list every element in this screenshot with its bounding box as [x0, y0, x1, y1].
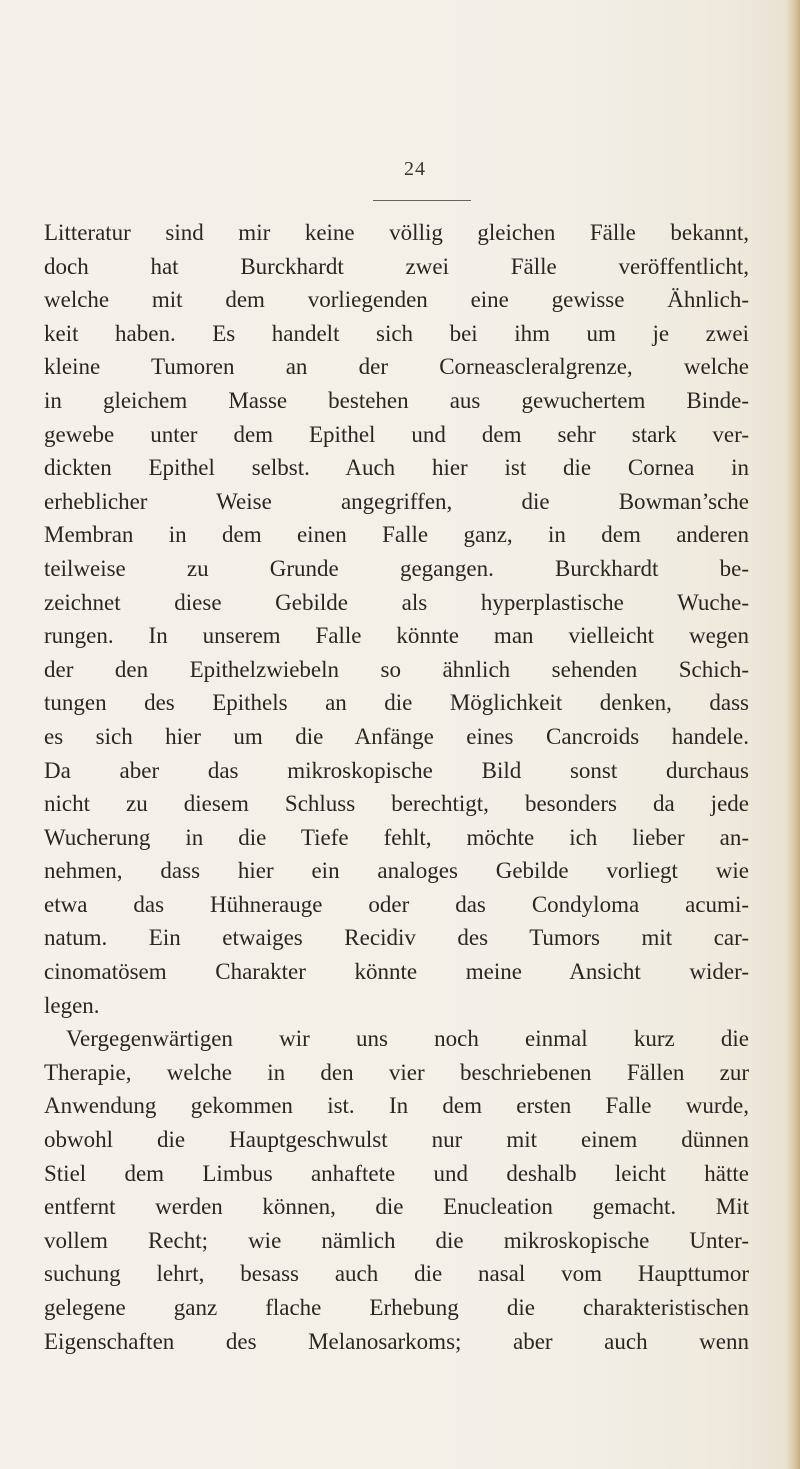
text-line: suchung lehrt, besass auch die nasal vom Haupttumor: [44, 1261, 749, 1287]
text-line: zeichnet diese Gebilde als hyperplastische Wuche-: [44, 589, 749, 615]
text-line: kleine Tumoren an der Corneascleralgrenze, welche: [44, 354, 749, 380]
body-text: [44, 216, 749, 1358]
text-line: vollem Recht; wie nämlich die mikroskopische Unter-: [44, 1227, 749, 1253]
text-line: Anwendung gekommen ist. In dem ersten Falle wurde,: [44, 1093, 749, 1119]
text-line-paragraph-start: Vergegenwärtigen wir uns noch einmal kurz die: [66, 1026, 749, 1052]
text-line: dickten Epithel selbst. Auch hier ist die Cornea in: [44, 455, 749, 481]
text-line: welche mit dem vorliegenden eine gewisse Ähnlich-: [44, 287, 749, 313]
text-line: der den Epithelzwiebeln so ähnlich sehenden Schich-: [44, 656, 749, 682]
text-line: Wucherung in die Tiefe fehlt, möchte ich lieber an-: [44, 824, 749, 850]
text-line: gelegene ganz flache Erhebung die charakteristischen: [44, 1295, 749, 1320]
text-line-paragraph-end: legen.: [44, 992, 100, 1018]
page-number-rule: [373, 200, 471, 201]
text-line: nicht zu diesem Schluss berechtigt, besonders da jede: [44, 791, 749, 817]
text-line: tungen des Epithels an die Möglichkeit denken, dass: [44, 690, 749, 716]
text-line: Litteratur sind mir keine völlig gleichen Fälle bekannt,: [44, 220, 749, 245]
text-line: doch hat Burckhardt zwei Fälle veröffentlicht,: [44, 253, 749, 279]
page-edge-shadow: [786, 0, 800, 1469]
text-line: Membran in dem einen Falle ganz, in dem anderen: [44, 522, 749, 548]
text-line: cinomatösem Charakter könnte meine Ansicht wider-: [44, 959, 749, 985]
text-line: gewebe unter dem Epithel und dem sehr stark ver-: [44, 421, 749, 447]
text-line: es sich hier um die Anfänge eines Cancroids handele.: [44, 723, 749, 749]
text-line: rungen. In unserem Falle könnte man vielleicht wegen: [44, 623, 749, 649]
text-line: obwohl die Hauptgeschwulst nur mit einem dünnen: [44, 1127, 749, 1153]
page-number: 24: [404, 158, 426, 180]
text-line: natum. Ein etwaiges Recidiv des Tumors mit car-: [44, 925, 749, 951]
text-line: in gleichem Masse bestehen aus gewuchertem Binde-: [44, 387, 749, 413]
text-line: entfernt werden können, die Enucleation gemacht. Mit: [44, 1194, 749, 1220]
text-line: erheblicher Weise angegriffen, die Bowman’sche: [44, 488, 749, 514]
text-line: Da aber das mikroskopische Bild sonst durchaus: [44, 757, 749, 783]
text-line: etwa das Hühnerauge oder das Condyloma acumi-: [44, 891, 749, 917]
text-line: nehmen, dass hier ein analoges Gebilde vorliegt wie: [44, 858, 749, 884]
text-line: keit haben. Es handelt sich bei ihm um je zwei: [44, 320, 749, 346]
text-line: Eigenschaften des Melanosarkoms; aber auch wenn: [44, 1328, 749, 1354]
text-line: Stiel dem Limbus anhaftete und deshalb leicht hätte: [44, 1160, 749, 1186]
text-line: teilweise zu Grunde gegangen. Burckhardt be-: [44, 555, 749, 581]
text-line: Therapie, welche in den vier beschriebenen Fällen zur: [44, 1059, 749, 1085]
